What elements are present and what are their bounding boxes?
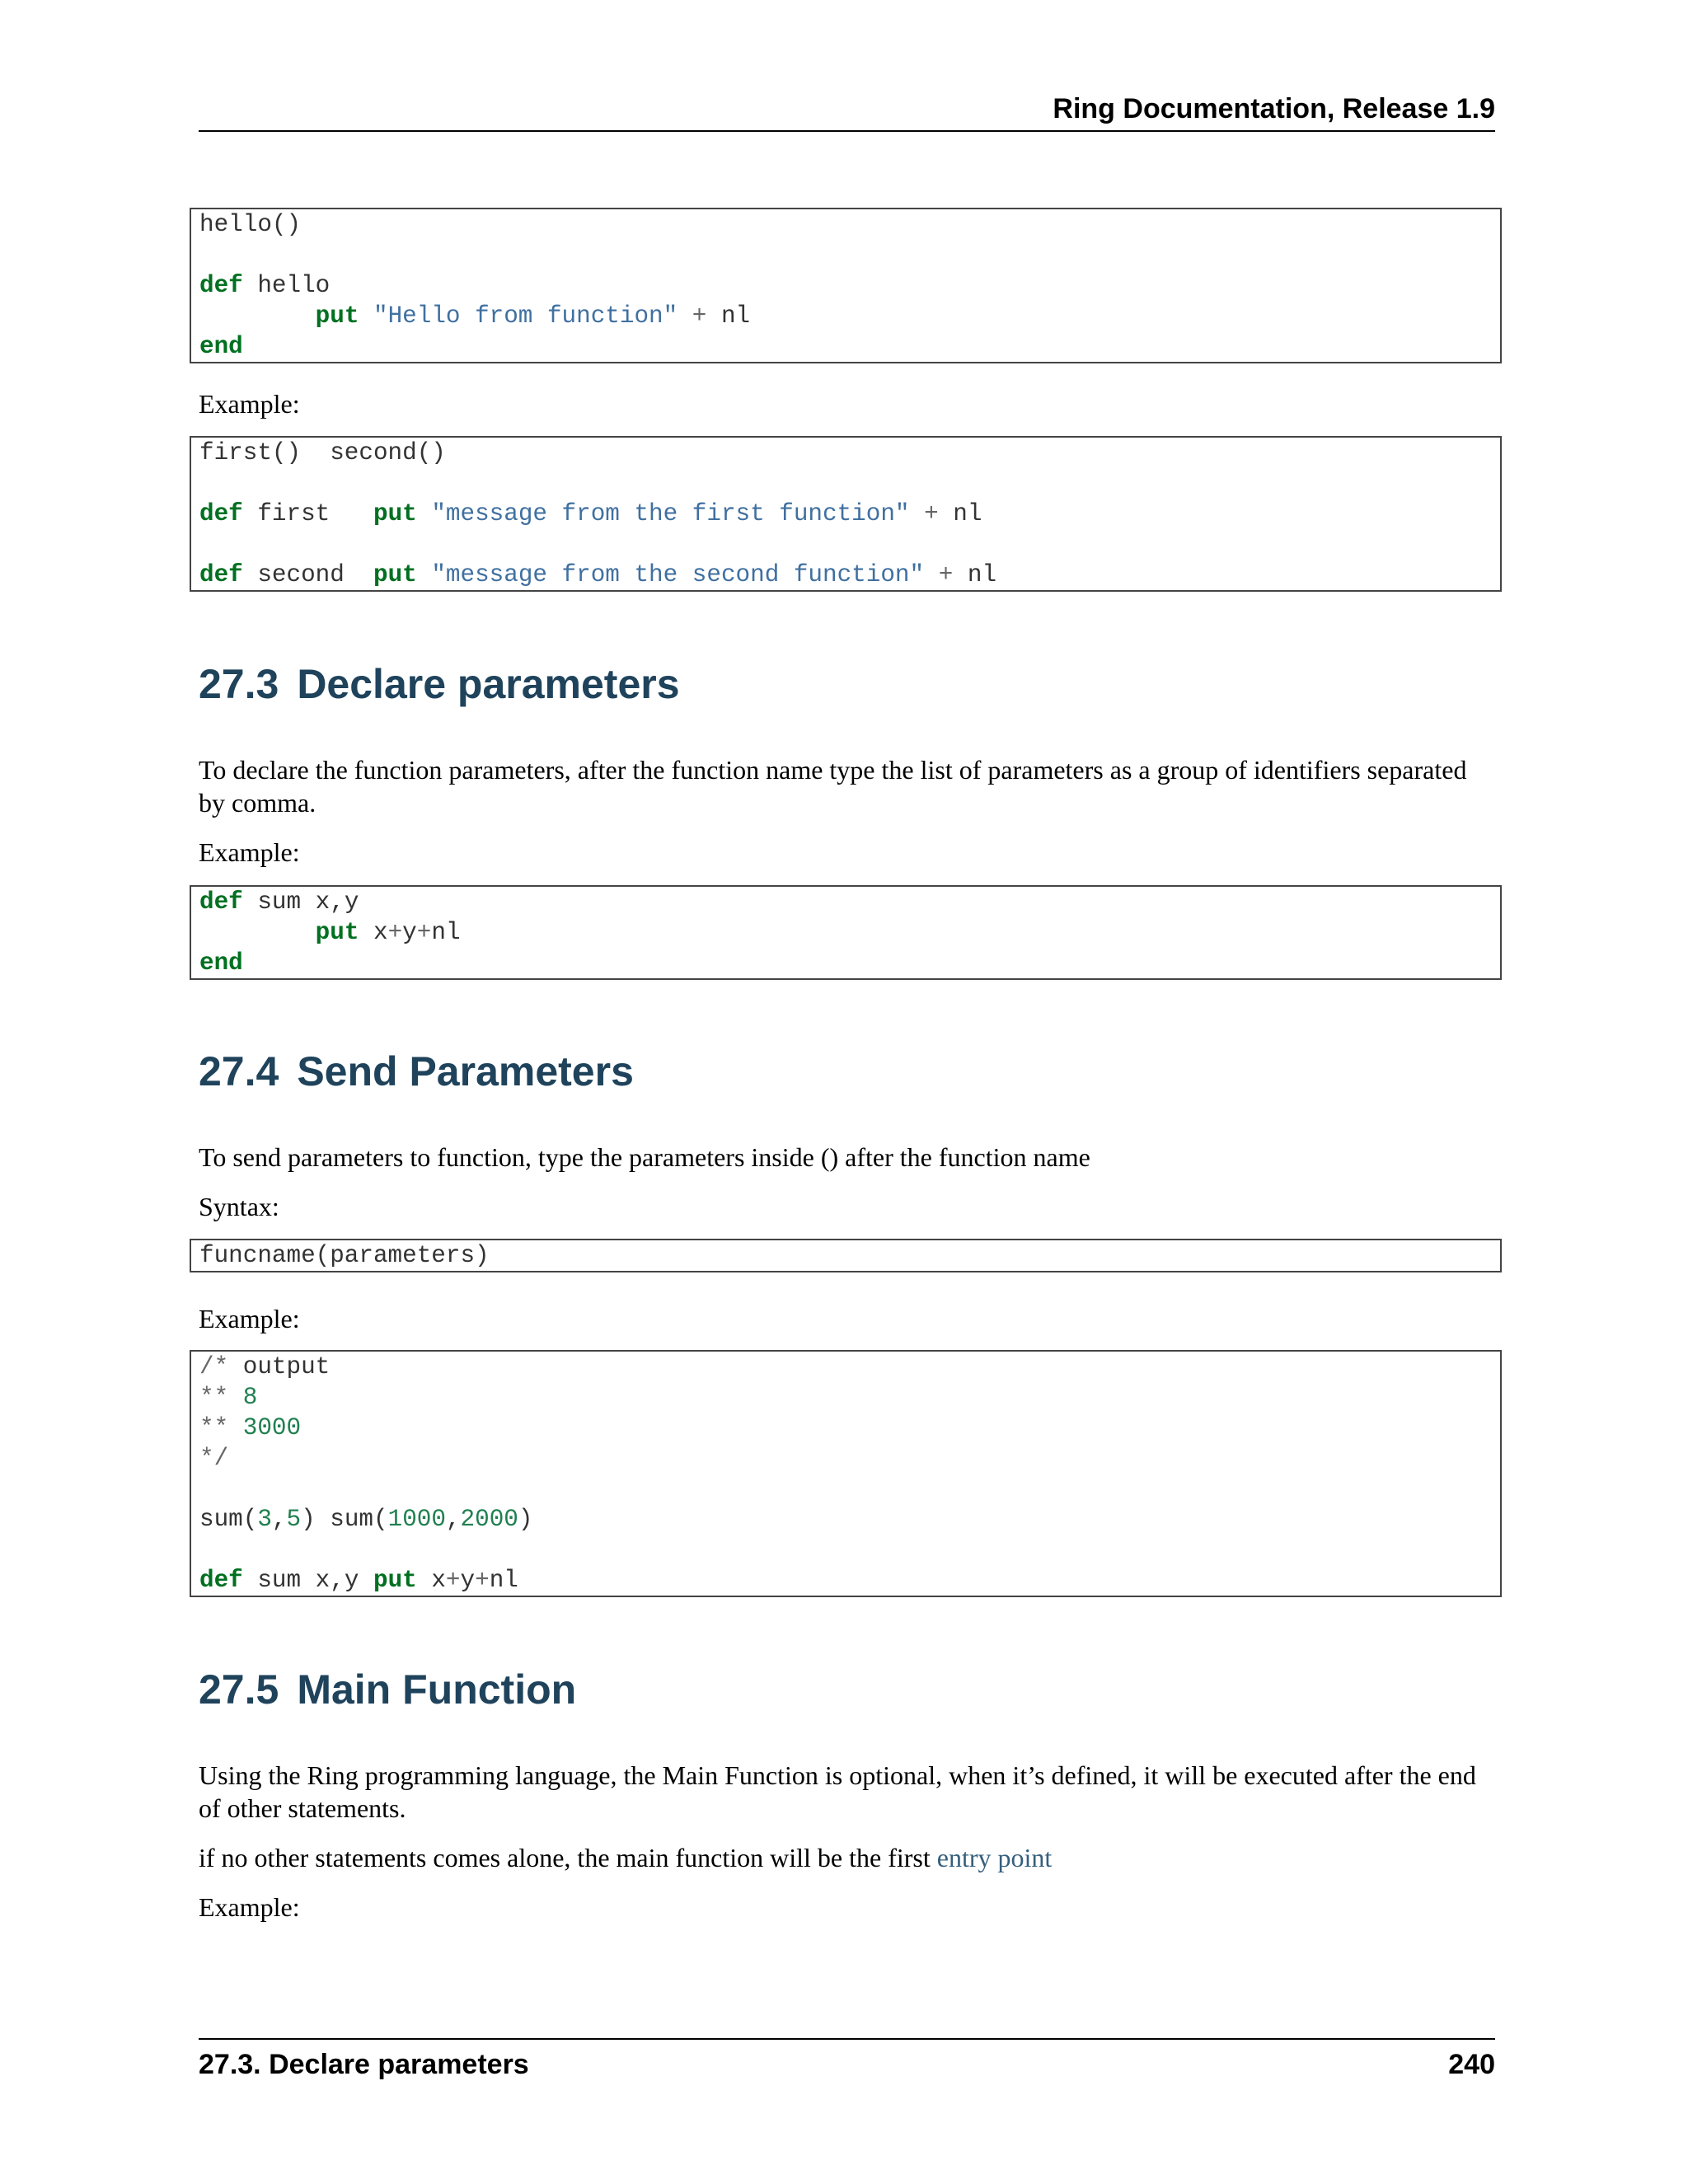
code-token: 5 <box>286 1506 302 1533</box>
code-line <box>199 499 1500 529</box>
code-token: x <box>416 1567 446 1594</box>
code-line <box>199 1565 1500 1596</box>
code-token: /* <box>199 1353 229 1380</box>
code-token: "Hello from function" <box>373 302 678 330</box>
code-token: 1000 <box>387 1506 446 1533</box>
section-heading-27-4 <box>199 1047 634 1096</box>
code-token: + <box>445 1567 461 1594</box>
code-token: + <box>692 302 707 330</box>
code-token <box>199 302 316 330</box>
code-token: , <box>445 1506 461 1533</box>
code-line <box>199 560 1500 590</box>
code-token: hello <box>242 272 331 299</box>
code-line <box>199 209 1500 240</box>
code-line <box>199 1474 1500 1504</box>
example-label: Example: <box>199 837 300 867</box>
code-token: nl <box>489 1567 518 1594</box>
code-token: */ <box>199 1445 229 1472</box>
code-token: def <box>199 561 243 588</box>
section-title: Declare parameters <box>297 661 680 707</box>
code-token: 2000 <box>460 1506 518 1533</box>
code-block-first-second <box>190 436 1502 592</box>
section-number: 27.3 <box>199 661 279 707</box>
code-token: ** <box>199 1384 229 1411</box>
section-title: Main Function <box>297 1666 577 1713</box>
page-header <box>199 92 1495 132</box>
code-token <box>199 919 316 946</box>
code-token: put <box>373 561 417 588</box>
code-token: "message from the first function" <box>431 500 910 527</box>
code-token: sum( <box>199 1506 258 1533</box>
code-token: nl <box>953 561 997 588</box>
code-token: def <box>199 272 243 299</box>
code-token: nl <box>938 500 982 527</box>
example-label: Example: <box>199 1304 300 1333</box>
code-token: put <box>373 1567 417 1594</box>
entry-point-text: if no other statements comes alone, the main function will be the first <box>199 1843 937 1872</box>
code-token: nl <box>431 919 461 946</box>
footer-section: 27.3. Declare parameters <box>199 2049 529 2080</box>
code-block-send-example <box>190 1350 1502 1597</box>
code-token <box>417 500 432 527</box>
code-token <box>417 561 432 588</box>
code-token: ) <box>518 1506 533 1533</box>
code-token <box>359 302 373 330</box>
code-token: ** <box>199 1414 229 1441</box>
code-token: nl <box>706 302 751 330</box>
code-line <box>199 1504 1500 1535</box>
code-line <box>199 438 1500 468</box>
code-token: funcname(parameters) <box>199 1242 490 1269</box>
code-token <box>924 561 939 588</box>
code-token: "message from the second function" <box>431 561 925 588</box>
entry-point-link[interactable]: entry point <box>936 1843 1053 1872</box>
code-token: y <box>460 1567 476 1594</box>
code-token: output <box>228 1353 331 1380</box>
page-number: 240 <box>1448 2049 1495 2080</box>
section-title: Send Parameters <box>297 1048 634 1094</box>
code-token <box>228 1414 243 1441</box>
code-token: ) sum( <box>301 1506 388 1533</box>
code-line <box>199 917 1500 948</box>
code-token: , <box>271 1506 287 1533</box>
code-token: second <box>242 561 373 588</box>
code-line <box>199 1535 1500 1565</box>
code-token: put <box>315 919 359 946</box>
syntax-label: Syntax: <box>199 1192 279 1221</box>
code-token: x <box>359 919 388 946</box>
code-token: y <box>402 919 417 946</box>
example-label: Example: <box>199 389 300 419</box>
section-heading-27-3 <box>199 659 680 709</box>
paragraph-declare-parameters: To declare the function parameters, after the function name type the list of parameters as a group of identifiers separated by comma. <box>199 755 1467 818</box>
code-token: sum x,y <box>242 1567 373 1594</box>
code-token: def <box>199 1567 243 1594</box>
section-number: 27.5 <box>199 1666 279 1713</box>
code-token: 3000 <box>242 1414 302 1441</box>
code-token: put <box>315 302 359 330</box>
code-line <box>199 270 1500 301</box>
code-token: first <box>242 500 373 527</box>
code-line <box>199 331 1500 362</box>
code-block-declare <box>190 885 1502 980</box>
code-token: 8 <box>242 1384 258 1411</box>
code-token: + <box>475 1567 490 1594</box>
code-line <box>199 1240 1500 1271</box>
code-token: hello() <box>199 211 302 238</box>
code-block-syntax <box>190 1239 1502 1272</box>
code-line <box>199 529 1500 560</box>
code-line <box>199 948 1500 978</box>
code-line <box>199 301 1500 331</box>
code-token: + <box>938 561 954 588</box>
code-line <box>199 1382 1500 1413</box>
code-token: def <box>199 888 243 916</box>
code-token <box>910 500 925 527</box>
code-token <box>228 1384 243 1411</box>
paragraph-send-parameters: To send parameters to function, type the parameters inside () after the function name <box>199 1142 1090 1172</box>
section-heading-27-5 <box>199 1665 576 1714</box>
example-label: Example: <box>199 1892 300 1922</box>
page-footer <box>199 2038 1495 2089</box>
code-line <box>199 1413 1500 1443</box>
document-title: Ring Documentation, Release 1.9 <box>1053 93 1495 124</box>
code-token: put <box>373 500 417 527</box>
code-token: end <box>199 949 243 977</box>
code-token: def <box>199 500 243 527</box>
code-token: sum x,y <box>242 888 359 916</box>
code-line <box>199 887 1500 917</box>
code-token: 3 <box>257 1506 272 1533</box>
code-token: + <box>416 919 432 946</box>
paragraph-entry-point <box>199 1841 1497 1874</box>
code-line <box>199 240 1500 270</box>
section-number: 27.4 <box>199 1048 279 1094</box>
paragraph-main-function: Using the Ring programming language, the Main Function is optional, when it’s defined, it will be executed after the end of other statements. <box>199 1760 1476 1823</box>
code-line <box>199 468 1500 499</box>
code-token: + <box>387 919 403 946</box>
code-line <box>199 1352 1500 1382</box>
code-token: + <box>924 500 939 527</box>
code-token <box>678 302 692 330</box>
code-line <box>199 1443 1500 1474</box>
code-token: first() second() <box>199 439 446 466</box>
code-token: end <box>199 333 243 360</box>
code-block-hello <box>190 208 1502 363</box>
